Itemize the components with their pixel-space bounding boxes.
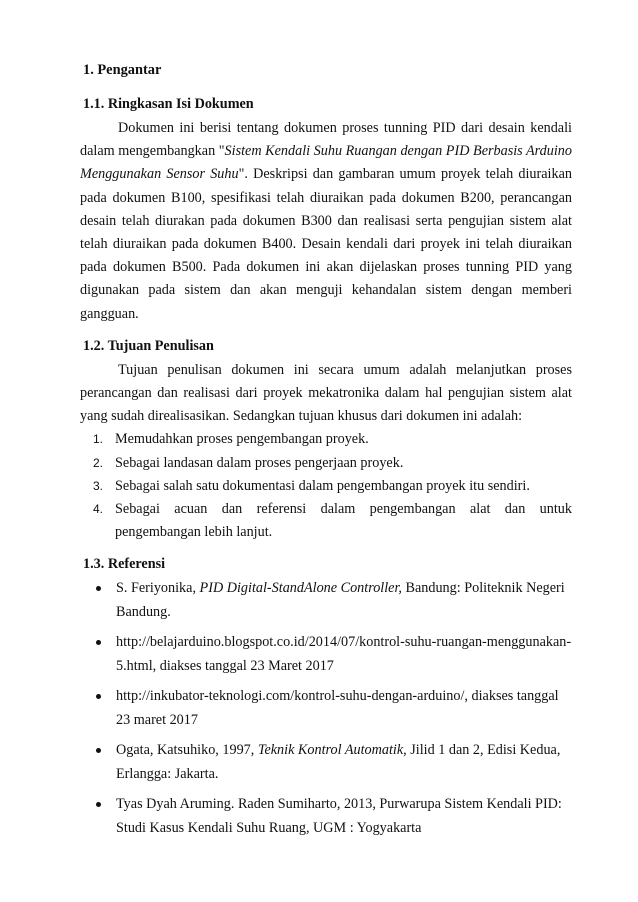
reference-item: [80, 793, 572, 840]
reference-text: Ogata, Katsuhiko, 1997,: [116, 742, 258, 759]
section-referensi: [80, 556, 572, 840]
bullet-icon: [96, 748, 101, 753]
section-heading-tujuan: 1.2. Tujuan Penulisan: [83, 337, 214, 354]
list-item: [80, 428, 572, 451]
list-item: [80, 498, 572, 544]
reference-item: [80, 631, 572, 678]
section-ringkasan: [80, 96, 572, 326]
list-item: [80, 475, 572, 498]
reference-text: S. Feriyonika,: [116, 580, 200, 597]
bullet-icon: [96, 640, 101, 645]
bullet-icon: [96, 694, 101, 699]
ringkasan-paragraph: [80, 117, 572, 326]
list-item-text: Memudahkan proses pengembangan proyek.: [115, 431, 369, 448]
section-heading-ringkasan: 1.1. Ringkasan Isi Dokumen: [83, 96, 254, 112]
tujuan-paragraph: Tujuan penulisan dokumen ini secara umum adalah melanjutkan proses perancangan dan realisasi dari proyek mekatronika dalam hal pengujian sistem alat yang sudah direalisasikan. Sedangkan tujuan khusus dari dokumen ini adalah:: [80, 361, 572, 425]
reference-item: [80, 739, 572, 786]
reference-link[interactable]: http://belajarduino.blogspot.co.id/2014/07/kontrol-suhu-ruangan-menggunakan-5.html, diakses tanggal 23 Maret 2017: [116, 634, 572, 674]
bullet-icon: [96, 802, 101, 807]
tujuan-list: [80, 428, 572, 544]
list-number: 2.: [93, 455, 104, 470]
list-item-text: Sebagai salah satu dokumentasi dalam pengembangan proyek itu sendiri.: [115, 477, 530, 494]
reference-item: [80, 685, 572, 732]
ringkasan-project-title: Sistem Kendali Suhu Ruangan dengan PID Berbasis Arduino Menggunakan Sensor Suhu: [80, 143, 572, 183]
list-item: [80, 452, 572, 475]
reference-title: Teknik Kontrol Automatik: [257, 742, 404, 759]
referensi-list: [80, 577, 572, 840]
reference-text: Tyas Dyah Aruming. Raden Sumiharto, 2013, Purwarupa Sistem Kendali PID: Studi Kasus Kendali Suhu Ruang, UGM : Yogyakarta: [116, 796, 562, 836]
list-number: 3.: [93, 478, 104, 493]
reference-text-rest: , Jilid 1 dan 2, Edisi Kedua, Erlangga: Jakarta.: [116, 742, 561, 782]
reference-link[interactable]: http://inkubator-teknologi.com/kontrol-suhu-dengan-arduino/, diakses tanggal 23 maret 2017: [116, 688, 559, 728]
list-item-text: Sebagai landasan dalam proses pengerjaan proyek.: [115, 454, 404, 471]
bullet-icon: [96, 586, 101, 591]
reference-text-rest: Bandung: Politeknik Negeri Bandung.: [116, 580, 565, 620]
list-number: 1.: [93, 432, 104, 447]
section-heading-pengantar: 1. Pengantar: [83, 62, 162, 78]
reference-item: [80, 577, 572, 624]
reference-title: PID Digital-StandAlone Controller,: [199, 580, 402, 597]
list-item-text: Sebagai acuan dan referensi dalam pengembangan alat dan untuk pengembangan lebih lanjut.: [115, 501, 572, 541]
section-heading-referensi: 1.3. Referensi: [83, 556, 166, 573]
ringkasan-text-start: Dokumen ini berisi tentang dokumen proses tunning PID dari desain kendali dalam mengembangkan ": [80, 120, 572, 160]
section-tujuan: [80, 338, 572, 545]
ringkasan-text-rest: ". Deskripsi dan gambaran umum proyek telah diuraikan pada dokumen B100, spesifikasi telah diuraikan pada dokumen B200, perancangan desain telah diurakan pada dokumen B300 dan realisasi serta pengujian sistem alat telah diuraikan pada dokumen B400. Desain kendali dari proyek ini telah diuraikan pada dokumen B500. Pada dokumen ini akan dijelaskan proses tunning PID yang digunakan pada sistem dan akan menguji kehandalan sistem dengan memberi gangguan.: [80, 166, 572, 322]
document-content: [80, 62, 572, 852]
list-number: 4.: [93, 502, 104, 517]
